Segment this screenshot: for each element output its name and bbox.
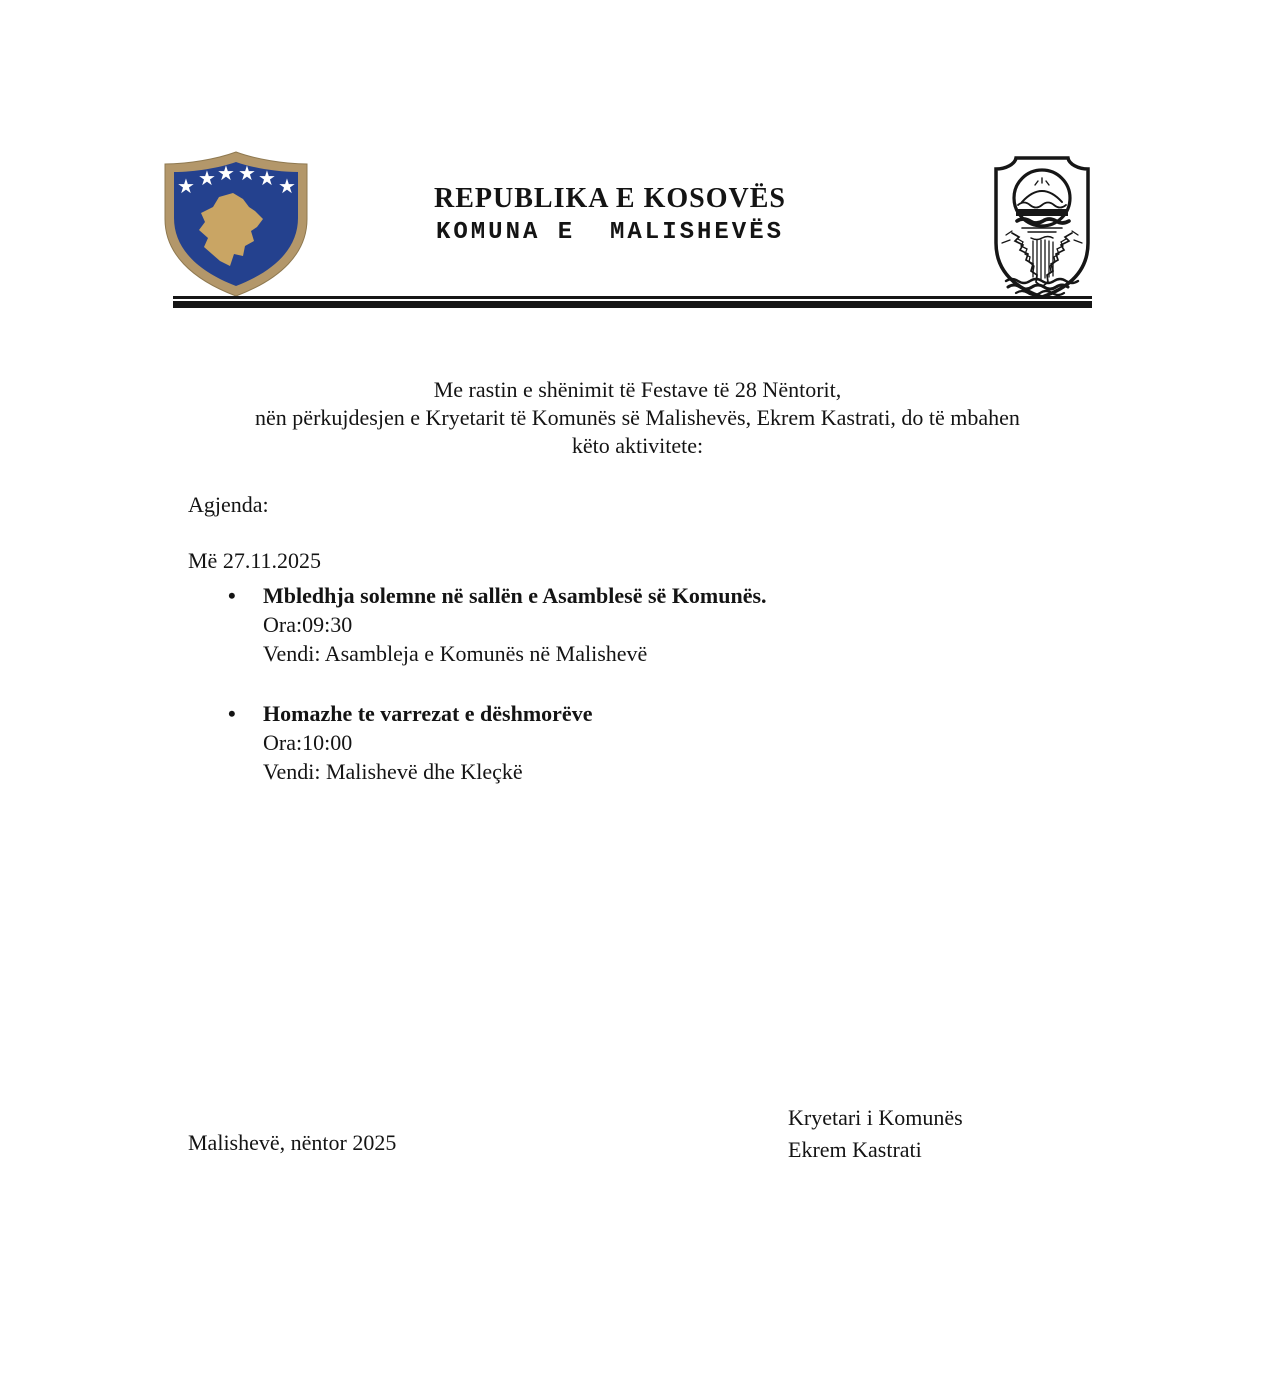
svg-text:★: ★: [258, 166, 276, 190]
municipality-title: KOMUNA E MALISHEVËS: [435, 219, 785, 246]
intro-line-1: Me rastin e shënimit të Festave të 28 Nëntorit,: [433, 377, 842, 402]
svg-text:★: ★: [238, 161, 256, 185]
svg-text:★: ★: [278, 174, 296, 198]
agenda-heading: Agjenda:: [188, 492, 269, 517]
agenda-item-1: [226, 581, 767, 668]
signature-name: Ekrem Kastrati: [788, 1137, 922, 1162]
bullet-icon: •: [228, 701, 236, 726]
header-rule-thick-line: [173, 301, 1092, 308]
signature-role: Kryetari i Komunës: [788, 1105, 963, 1130]
agenda-item-1-title: Mbledhja solemne në sallën e Asamblesë së Komunës.: [263, 583, 767, 608]
malisheva-shield-graphic: [978, 153, 1106, 301]
agenda-item-2-title: Homazhe te varrezat e dëshmorëve: [263, 701, 593, 726]
header-rule: [173, 296, 1092, 308]
agenda-item-2-time: Ora:10:00: [263, 730, 353, 755]
agenda-item-2-body: [263, 699, 592, 786]
header-rule-thin-line: [173, 296, 1092, 299]
agenda-item-2: [226, 699, 592, 786]
agenda-item-2-venue: Vendi: Malishevë dhe Kleçkë: [263, 759, 523, 784]
agenda-date: Më 27.11.2025: [188, 548, 322, 573]
malisheva-municipality-emblem-icon: [978, 153, 1106, 301]
intro-line-2: nën përkujdesjen e Kryetarit të Komunës së Malishevës, Ekrem Kastrati, do të mbahen: [255, 405, 1020, 430]
svg-text:★: ★: [217, 161, 235, 185]
bullet-icon: •: [228, 583, 236, 608]
republic-title: REPUBLIKA E KOSOVËS: [434, 183, 786, 214]
signature-block: [788, 1102, 963, 1166]
agenda-item-1-body: [263, 581, 767, 668]
svg-text:★: ★: [177, 174, 195, 198]
svg-text:★: ★: [198, 166, 216, 190]
intro-line-3: këto aktivitete:: [571, 433, 704, 458]
agenda-item-1-time: Ora:09:30: [263, 612, 353, 637]
intro-paragraph: [0, 376, 1275, 460]
agenda-item-1-venue: Vendi: Asambleja e Komunës në Malishevë: [263, 641, 648, 666]
footer-place-date: Malishevë, nëntor 2025: [188, 1130, 397, 1155]
